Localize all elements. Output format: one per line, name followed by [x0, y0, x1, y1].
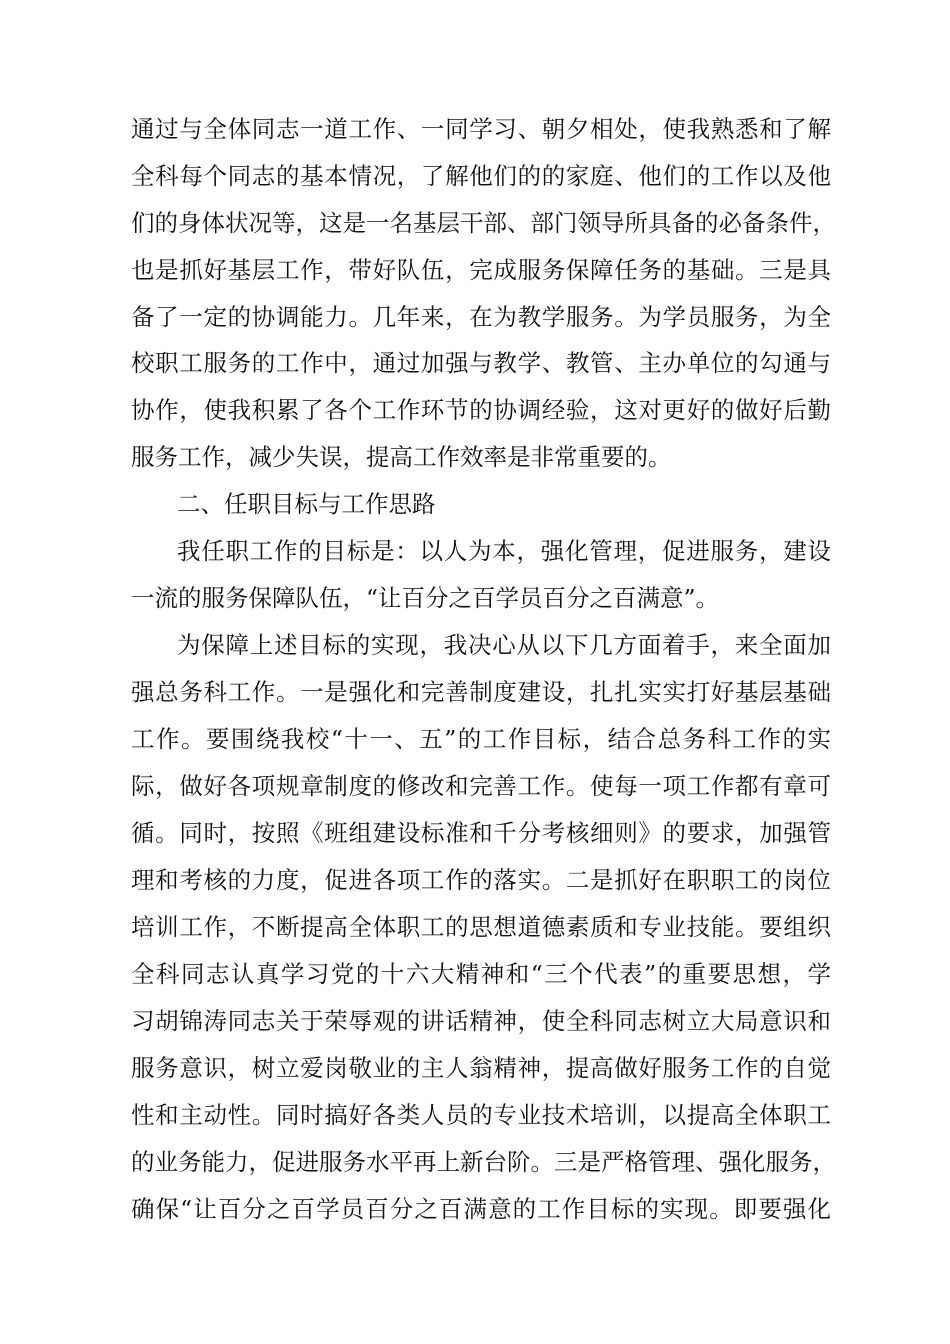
text-line: 强总务科工作。一是强化和完善制度建设，扎扎实实打好基层基础	[131, 678, 831, 706]
text-line: 确保“让百分之百学员百分之百满意的工作目标的实现。即要强化	[131, 1195, 831, 1223]
text-line: 习胡锦涛同志关于荣辱观的讲话精神，使全科同志树立大局意识和	[131, 1007, 831, 1035]
text-line: 为保障上述目标的实现，我决心从以下几方面着手，来全面加	[177, 631, 831, 659]
text-line: 全科每个同志的基本情况，了解他们的的家庭、他们的工作以及他	[131, 162, 831, 190]
text-line: 校职工服务的工作中，通过加强与教学、教管、主办单位的勾通与	[131, 349, 831, 377]
text-line: 全科同志认真学习党的十六大精神和“三个代表”的重要思想，学	[131, 960, 831, 988]
text-line: 一流的服务保障队伍，“让百分之百学员百分之百满意”。	[131, 584, 720, 612]
text-line: 服务意识，树立爱岗敬业的主人翁精神，提高做好服务工作的自觉	[131, 1054, 831, 1082]
text-line: 通过与全体同志一道工作、一同学习、朝夕相处，使我熟悉和了解	[131, 115, 831, 143]
text-line: 理和考核的力度，促进各项工作的落实。二是抓好在职职工的岗位	[131, 866, 831, 894]
text-line: 培训工作，不断提高全体职工的思想道德素质和专业技能。要组织	[131, 913, 831, 941]
text-line: 的业务能力，促进服务水平再上新台阶。三是严格管理、强化服务，	[131, 1148, 836, 1176]
text-line: 工作。要围绕我校“十一、五”的工作目标，结合总务科工作的实	[131, 725, 831, 753]
text-line: 性和主动性。同时搞好各类人员的专业技术培训，以提高全体职工	[131, 1101, 831, 1129]
section-heading: 二、任职目标与工作思路	[177, 490, 436, 518]
text-line: 我任职工作的目标是：以人为本，强化管理，促进服务，建设	[177, 537, 831, 565]
text-line: 们的身体状况等，这是一名基层干部、部门领导所具备的必备条件，	[131, 209, 836, 237]
text-line: 服务工作，减少失误，提高工作效率是非常重要的。	[131, 443, 672, 471]
text-line: 协作，使我积累了各个工作环节的协调经验，这对更好的做好后勤	[131, 396, 831, 424]
text-line: 备了一定的协调能力。几年来，在为教学服务。为学员服务，为全	[131, 303, 831, 331]
text-line: 也是抓好基层工作，带好队伍，完成服务保障任务的基础。三是具	[131, 256, 831, 284]
text-line: 际，做好各项规章制度的修改和完善工作。使每一项工作都有章可	[131, 772, 831, 800]
text-line: 循。同时，按照《班组建设标准和千分考核细则》的要求，加强管	[131, 819, 831, 847]
